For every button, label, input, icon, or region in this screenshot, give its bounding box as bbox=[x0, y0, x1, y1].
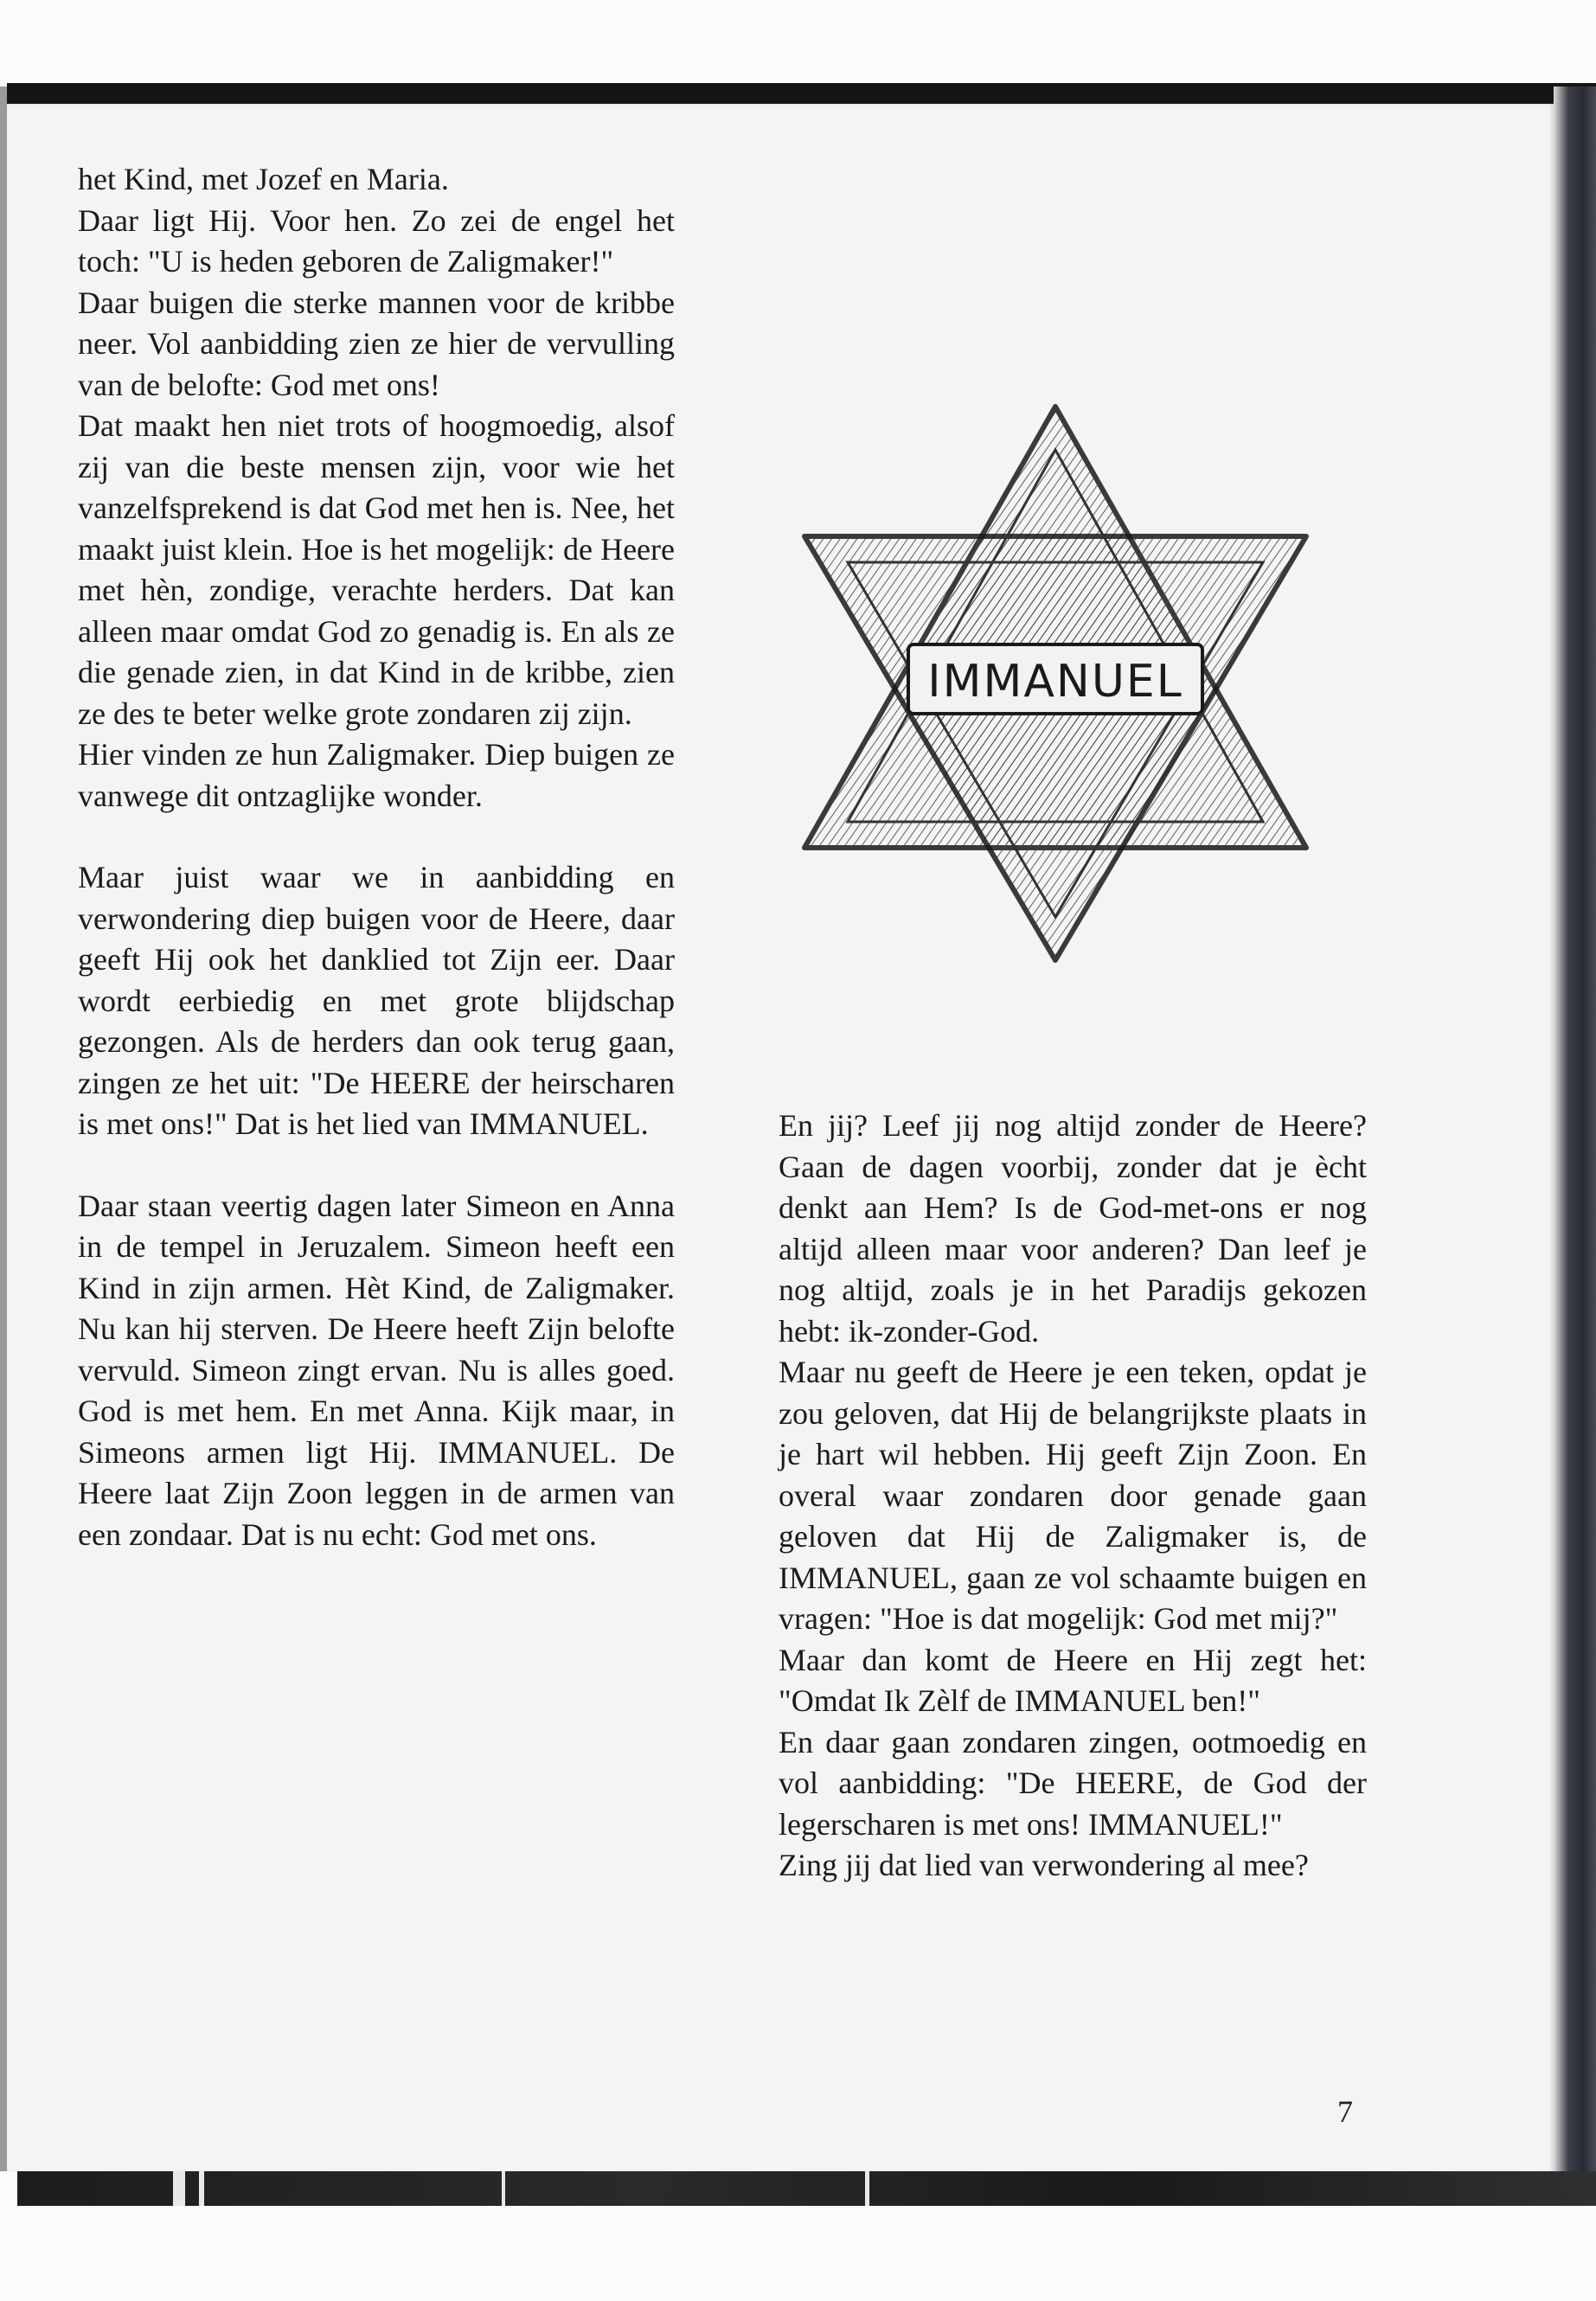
star-label: IMMANUEL bbox=[927, 656, 1183, 708]
left-text-column bbox=[78, 159, 675, 1555]
star-of-david-icon bbox=[744, 398, 1367, 969]
page-number: 7 bbox=[1337, 2094, 1353, 2129]
paragraph: Zing jij dat lied van verwondering al mee? bbox=[779, 1848, 1309, 1882]
right-text-column bbox=[779, 1106, 1367, 1887]
paragraph-gap bbox=[78, 1145, 675, 1186]
paragraph: Daar ligt Hij. Voor hen. Zo zei de engel het toch: "U is heden geboren de Zaligmaker!" bbox=[78, 202, 675, 279]
paragraph: Maar dan komt de Heere en Hij zegt het: "Omdat Ik Zèlf de IMMANUEL ben!" bbox=[779, 1642, 1367, 1718]
paragraph: Daar buigen die sterke mannen voor de kribbe neer. Vol aanbidding zien ze hier de vervulling van de belofte: God met ons! bbox=[78, 285, 675, 402]
scan-top-border bbox=[7, 83, 1596, 104]
paragraph: Maar juist waar we in aanbidding en verwondering diep buigen voor de Heere, daar geeft Hij ook het danklied tot Zijn eer. Daar wordt eerbiedig en met grote blijdschap gezongen. Als de herders dan ook terug gaan, zingen ze het uit: "De HEERE der heirscharen is met ons!" Dat is het lied van IMMANUEL. bbox=[78, 860, 675, 1141]
scan-top-edge bbox=[0, 0, 1596, 106]
scan-left-edge bbox=[0, 87, 7, 2180]
scan-bottom-edge bbox=[0, 2171, 1596, 2301]
paragraph: Maar nu geeft de Heere je een teken, opdat je zou geloven, dat Hij de belangrijkste plaats in je hart wil hebben. Hij geeft Zijn Zoon. En overal waar zondaren door genade gaan geloven dat Hij de Zaligmaker is, de IMMANUEL, gaan ze vol schaamte buigen en vragen: "Hoe is dat mogelijk: God met mij?" bbox=[779, 1355, 1367, 1636]
paragraph-gap bbox=[78, 817, 675, 857]
paragraph: Hier vinden ze hun Zaligmaker. Diep buigen ze vanwege dit ontzaglijke wonder. bbox=[78, 737, 675, 813]
scan-bottom-border bbox=[17, 2171, 1596, 2206]
book-cover-edge bbox=[1554, 87, 1596, 2180]
paragraph: En daar gaan zondaren zingen, ootmoedig en vol aanbidding: "De HEERE, de God der legerscharen is met ons! IMMANUEL!" bbox=[779, 1724, 1367, 1842]
paragraph: En jij? Leef jij nog altijd zonder de Heere? Gaan de dagen voorbij, zonder dat je ècht denkt aan Hem? Is de God-met-ons er nog altijd alleen maar voor anderen? Dan leef je nog altijd, zoals je in het Paradijs gekozen hebt: ik-zonder-God. bbox=[779, 1108, 1367, 1349]
immanuel-star-illustration bbox=[744, 398, 1367, 969]
paragraph: Dat maakt hen niet trots of hoogmoedig, alsof zij van die beste mensen zijn, voor wie het vanzelfsprekend is dat God met hen is. Nee, het maakt juist klein. Hoe is het mogelijk: de Heere met hèn, zondige, verachte herders. Dat kan alleen maar omdat God zo genadig is. En als ze die genade zien, in dat Kind in de kribbe, zien ze des te beter welke grote zondaren zij zijn. bbox=[78, 408, 675, 731]
paragraph: Daar staan veertig dagen later Simeon en Anna in de tempel in Jeruzalem. Simeon heeft een Kind in zijn armen. Hèt Kind, de Zaligmaker. Nu kan hij sterven. De Heere heeft Zijn belofte vervuld. Simeon zingt ervan. Nu is alles goed. God is met hem. En met Anna. Kijk maar, in Simeons armen ligt Hij. IMMANUEL. De Heere laat Zijn Zoon leggen in de armen van een zondaar. Dat is nu echt: God met ons. bbox=[78, 1188, 675, 1552]
paragraph: het Kind, met Jozef en Maria. bbox=[78, 162, 449, 196]
